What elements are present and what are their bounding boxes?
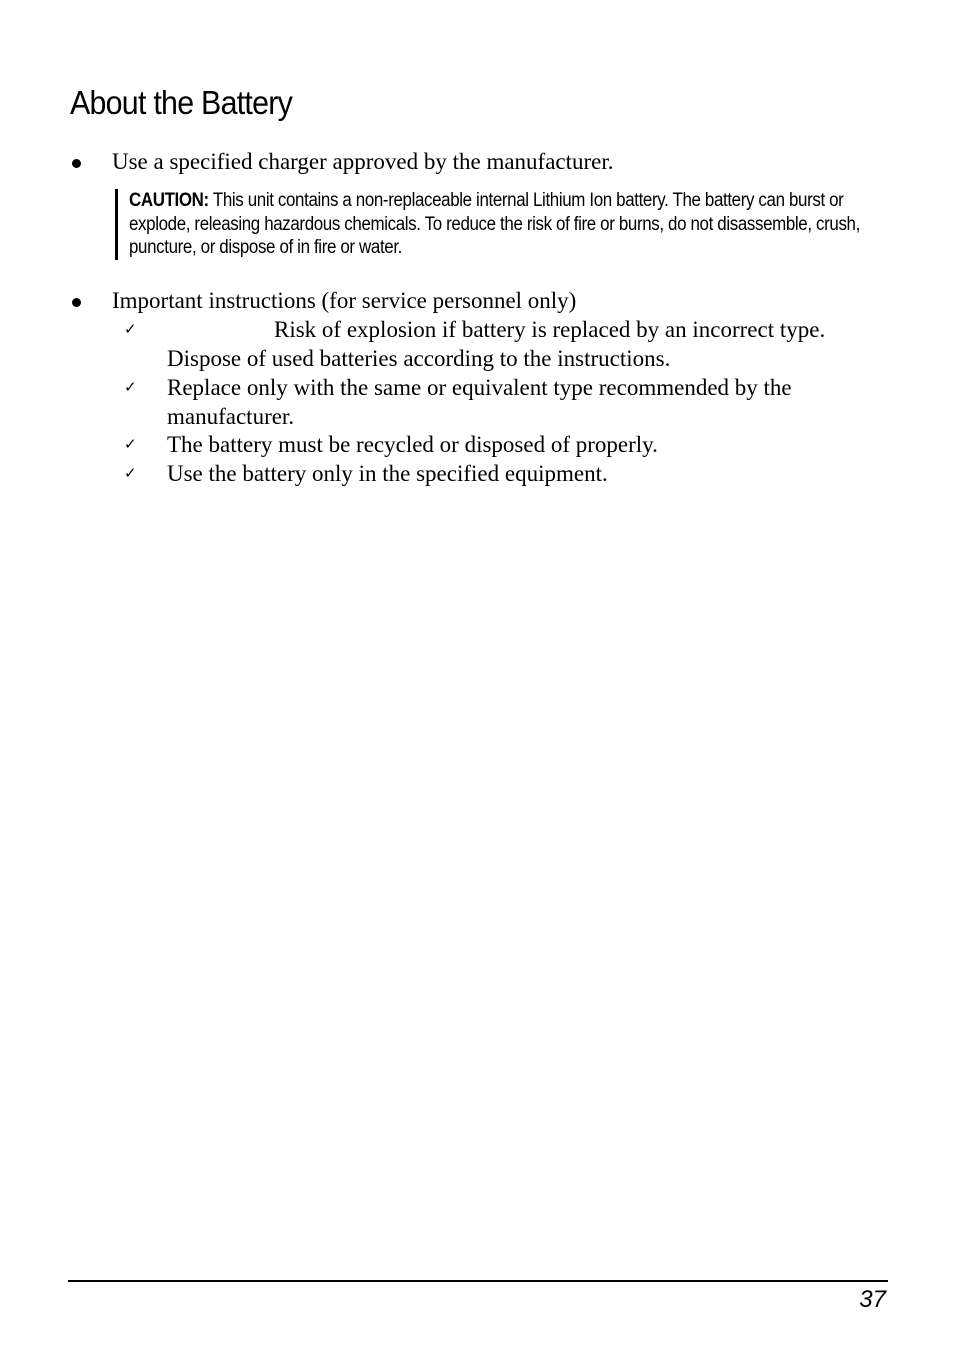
bullet-dot-icon	[72, 298, 81, 307]
footer-divider	[68, 1280, 888, 1282]
bullet-text: Important instructions (for service personnel only)	[112, 288, 577, 313]
bullet-text: Use a specified charger approved by the manufacturer.	[112, 149, 614, 174]
check-mark-icon: ✓	[124, 378, 137, 396]
list-item-text: Risk of explosion if battery is replaced by an incorrect type. Dispose of used batteries according to the instructions.	[167, 317, 826, 371]
check-mark-icon: ✓	[124, 435, 137, 453]
caution-label: CAUTION:	[129, 190, 209, 211]
list-item-text: The battery must be recycled or disposed of properly.	[167, 432, 658, 457]
list-item-text: Use the battery only in the specified equipment.	[167, 461, 608, 486]
caution-text: This unit contains a non-replaceable internal Lithium Ion battery. The battery can burst or explode, releasing hazardous chemicals. To reduce the risk of fire or burns, do not disassemble, crush, puncture, or dispose of in fire or water.	[129, 190, 860, 258]
caution-notice	[115, 189, 909, 260]
check-mark-icon: ✓	[124, 320, 137, 338]
list-item-text: Replace only with the same or equivalent type recommended by the manufacturer.	[167, 375, 792, 429]
page-number: 37	[859, 1286, 886, 1313]
bullet-dot-icon	[72, 159, 81, 168]
check-mark-icon: ✓	[124, 464, 137, 482]
page-title: About the Battery	[70, 84, 293, 121]
